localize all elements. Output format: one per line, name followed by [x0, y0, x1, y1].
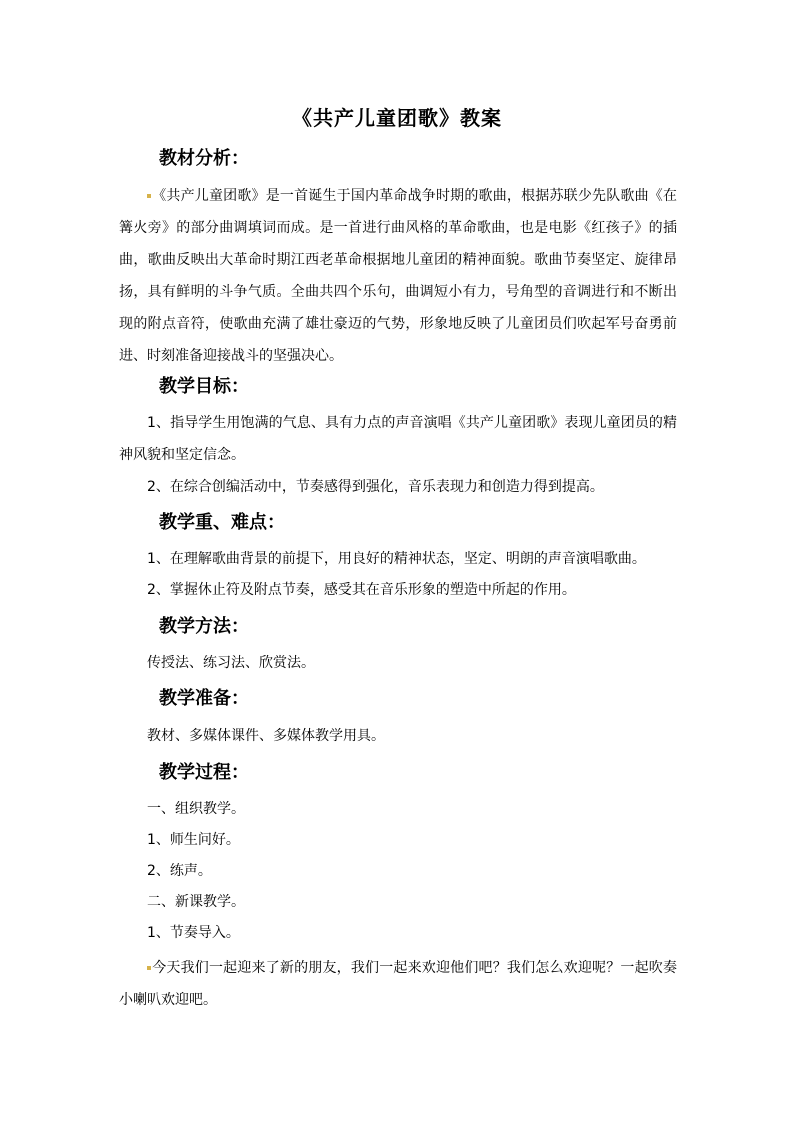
process-step-2-text: 今天我们一起迎来了新的朋友，我们一起来欢迎他们吧？我们怎么欢迎呢？一起吹奏小喇叭欢迎吧。: [119, 960, 677, 1008]
heading-analysis: 教材分析：: [159, 148, 249, 169]
heading-methods: 教学方法：: [159, 616, 249, 637]
analysis-text: 《共产儿童团歌》是一首诞生于国内革命战争时期的歌曲，根据苏联少先队歌曲《在篝火旁》的部分曲调填词而成。是一首进行曲风格的革命歌曲，也是电影《红孩子》的插曲，歌曲反映出大革命时期江西老革命根据地儿童团的精神面貌。歌曲节奏坚定、旋律昂扬，具有鲜明的斗争气质。全曲共四个乐句，曲调短小有力，号角型的音调进行和不断出现的附点音符，使歌曲充满了雄壮豪迈的气势，形象地反映了儿童团员们吹起军号奋勇前进、时刻准备迎接战斗的坚强决心。: [119, 188, 677, 364]
paragraph-marker-icon: [147, 194, 151, 198]
process-step-1-1: 1、师生问好。: [147, 832, 240, 848]
heading-key-points: 教学重、难点：: [159, 512, 285, 533]
goal-item-1: 1、指导学生用饱满的气息、具有力点的声音演唱《共产儿童团歌》表现儿童团员的精神风貌和坚定信念。: [119, 415, 677, 463]
process-step-2-1: 1、节奏导入。: [147, 925, 240, 941]
process-step-1-2: 2、练声。: [147, 863, 212, 879]
preparation-text: 教材、多媒体课件、多媒体教学用具。: [147, 728, 385, 744]
process-step-2: 二、新课教学。: [147, 894, 245, 910]
heading-process: 教学过程：: [159, 762, 249, 783]
key-point-2: 2、掌握休止符及附点节奏，感受其在音乐形象的塑造中所起的作用。: [147, 582, 576, 598]
analysis-paragraph: [119, 180, 677, 372]
process-step-2-paragraph: [119, 952, 677, 1016]
process-step-1: 一、组织教学。: [147, 801, 245, 817]
paragraph-marker-icon: [147, 966, 151, 970]
heading-preparation: 教学准备：: [159, 688, 249, 709]
heading-goals: 教学目标：: [159, 376, 249, 397]
methods-text: 传授法、练习法、欣赏法。: [147, 655, 315, 671]
goal-item-2: 2、在综合创编活动中，节奏感得到强化，音乐表现力和创造力得到提高。: [147, 479, 604, 495]
key-point-1: 1、在理解歌曲背景的前提下，用良好的精神状态，坚定、明朗的声音演唱歌曲。: [147, 551, 646, 567]
document-title: 《共产儿童团歌》教案: [292, 106, 502, 130]
